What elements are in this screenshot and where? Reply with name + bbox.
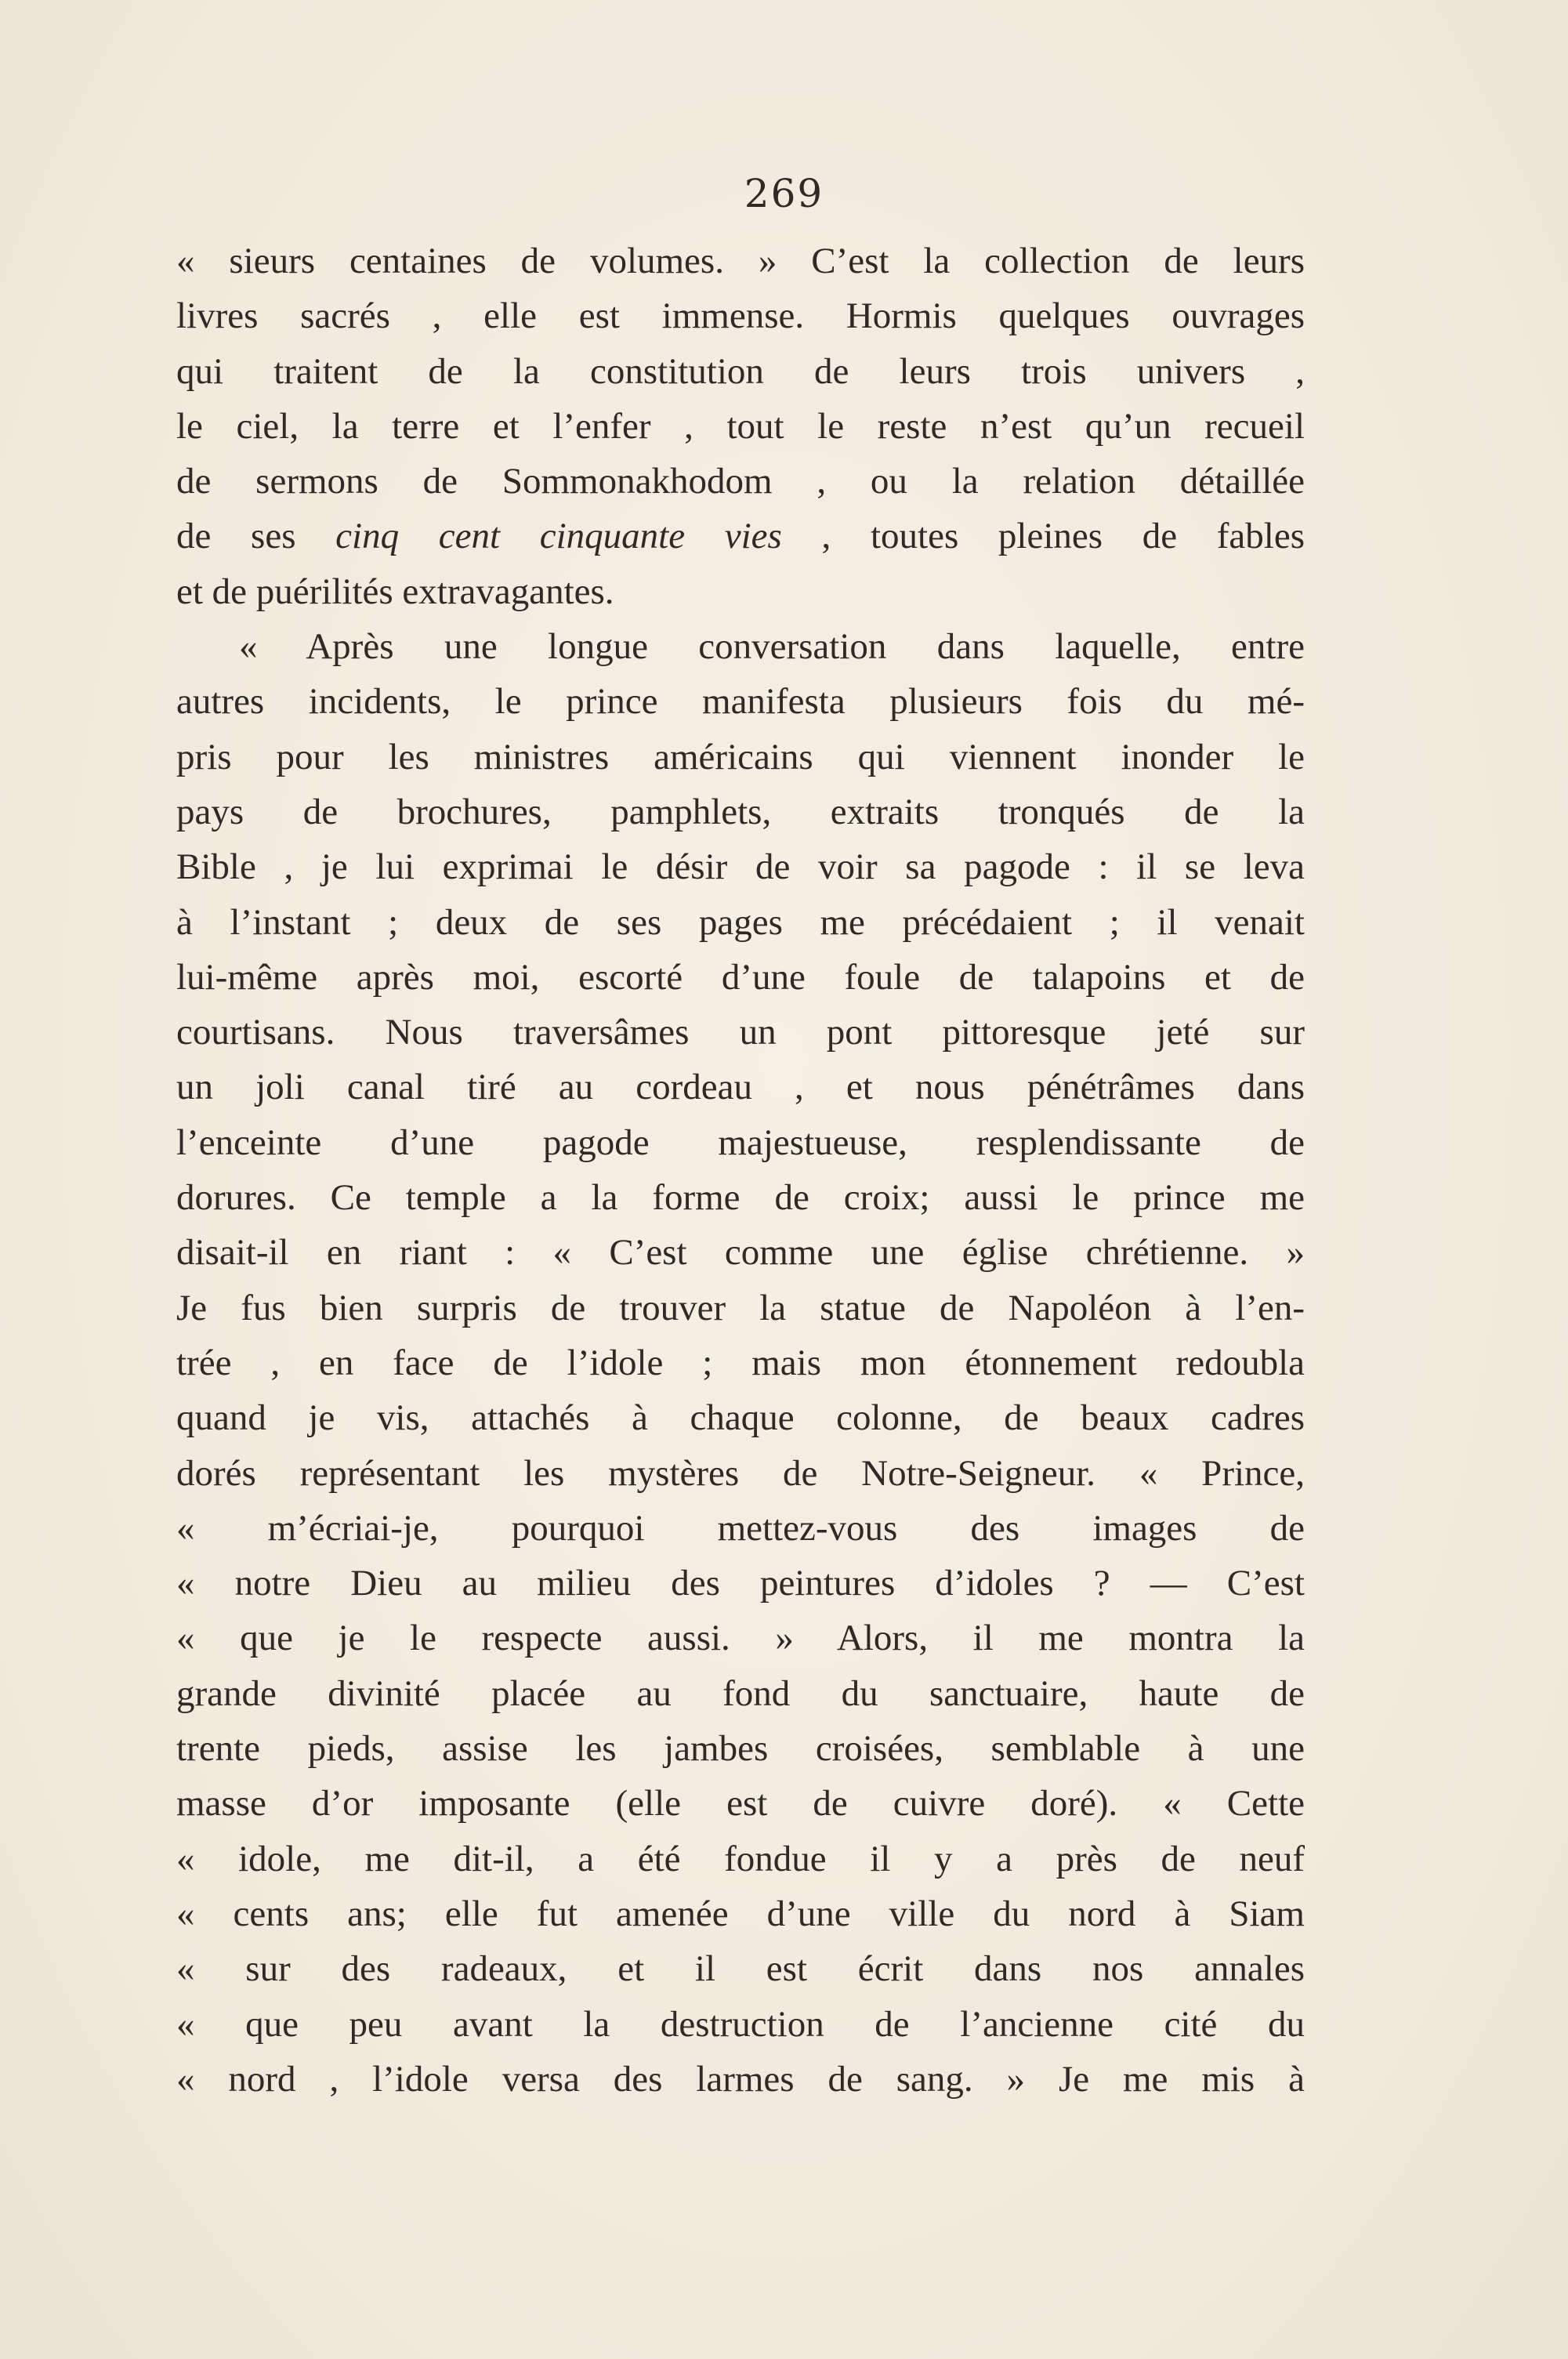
text-line: pays de brochures, pamphlets, extraits tronqués de la [176, 791, 1305, 832]
text-line: autres incidents, le prince manifesta plusieurs fois du mé- [176, 681, 1305, 723]
text-segment: , toutes pleines de fables [781, 516, 1305, 557]
text-line: l’enceinte d’une pagode majestueuse, resplendissante de [176, 1122, 1305, 1163]
text-line: trée , en face de l’idole ; mais mon étonnement redoubla [176, 1342, 1305, 1383]
text-line: un joli canal tiré au cordeau , et nous pénétrâmes dans [176, 1067, 1305, 1108]
text-line: le ciel, la terre et l’enfer , tout le reste n’est qu’un recueil [176, 405, 1305, 447]
text-line: « sieurs centaines de volumes. » C’est la collection de leurs [176, 241, 1305, 281]
paragraph-start-line: « Après une longue conversation dans laquelle, entre [239, 626, 1305, 668]
body-text [176, 234, 1305, 2107]
text-line: trente pieds, assise les jambes croisées, semblable à une [176, 1728, 1305, 1770]
text-line: Je fus bien surpris de trouver la statue de Napoléon à l’en- [176, 1287, 1305, 1328]
text-line: masse d’or imposante (elle est de cuivre doré). « Cette [176, 1783, 1305, 1825]
text-line-with-italic [176, 509, 1305, 563]
text-line: « m’écriai-je, pourquoi mettez-vous des images de [176, 1507, 1305, 1549]
italic-phrase: cinq cent cinquante vies [335, 516, 782, 557]
text-line: « cents ans; elle fut amenée d’une ville du nord à Siam [176, 1893, 1305, 1934]
text-line: courtisans. Nous traversâmes un pont pittoresque jeté sur [176, 1012, 1305, 1053]
text-line: « nord , l’idole versa des larmes de sang. » Je me mis à [176, 2058, 1305, 2100]
text-line: « que je le respecte aussi. » Alors, il me montra la [176, 1618, 1305, 1659]
text-line: de sermons de Sommonakhodom , ou la relation détaillée [176, 461, 1305, 502]
text-line: grande divinité placée au fond du sanctuaire, haute de [176, 1672, 1305, 1714]
text-line: dorures. Ce temple a la forme de croix; aussi le prince me [176, 1177, 1305, 1219]
text-line: « idole, me dit-il, a été fondue il y a près de neuf [176, 1838, 1305, 1879]
text-line: « sur des radeaux, et il est écrit dans nos annales [176, 1948, 1305, 1990]
text-line: « notre Dieu au milieu des peintures d’idoles ? — C’est [176, 1563, 1305, 1604]
text-segment: de ses [176, 516, 336, 557]
text-line: pris pour les ministres américains qui viennent inonder le [176, 736, 1305, 777]
page-number: 269 [744, 171, 824, 216]
text-line: qui traitent de la constitution de leurs trois univers , [176, 350, 1305, 392]
text-line: à l’instant ; deux de ses pages me précédaient ; il venait [176, 901, 1305, 943]
text-line: livres sacrés , elle est immense. Hormis quelques ouvrages [176, 295, 1305, 337]
text-line: quand je vis, attachés à chaque colonne, de beaux cadres [176, 1397, 1305, 1439]
text-line: dorés représentant les mystères de Notre-Seigneur. « Prince, [176, 1452, 1305, 1494]
text-line: lui-même après moi, escorté d’une foule de talapoins et de [176, 956, 1305, 998]
text-line: disait-il en riant : « C’est comme une église chrétienne. » [176, 1232, 1305, 1274]
text-line: « que peu avant la destruction de l’ancienne cité du [176, 2003, 1305, 2045]
text-line: Bible , je lui exprimai le désir de voir sa pagode : il se leva [176, 846, 1305, 888]
text-line: et de puérilités extravagantes. [176, 571, 614, 612]
